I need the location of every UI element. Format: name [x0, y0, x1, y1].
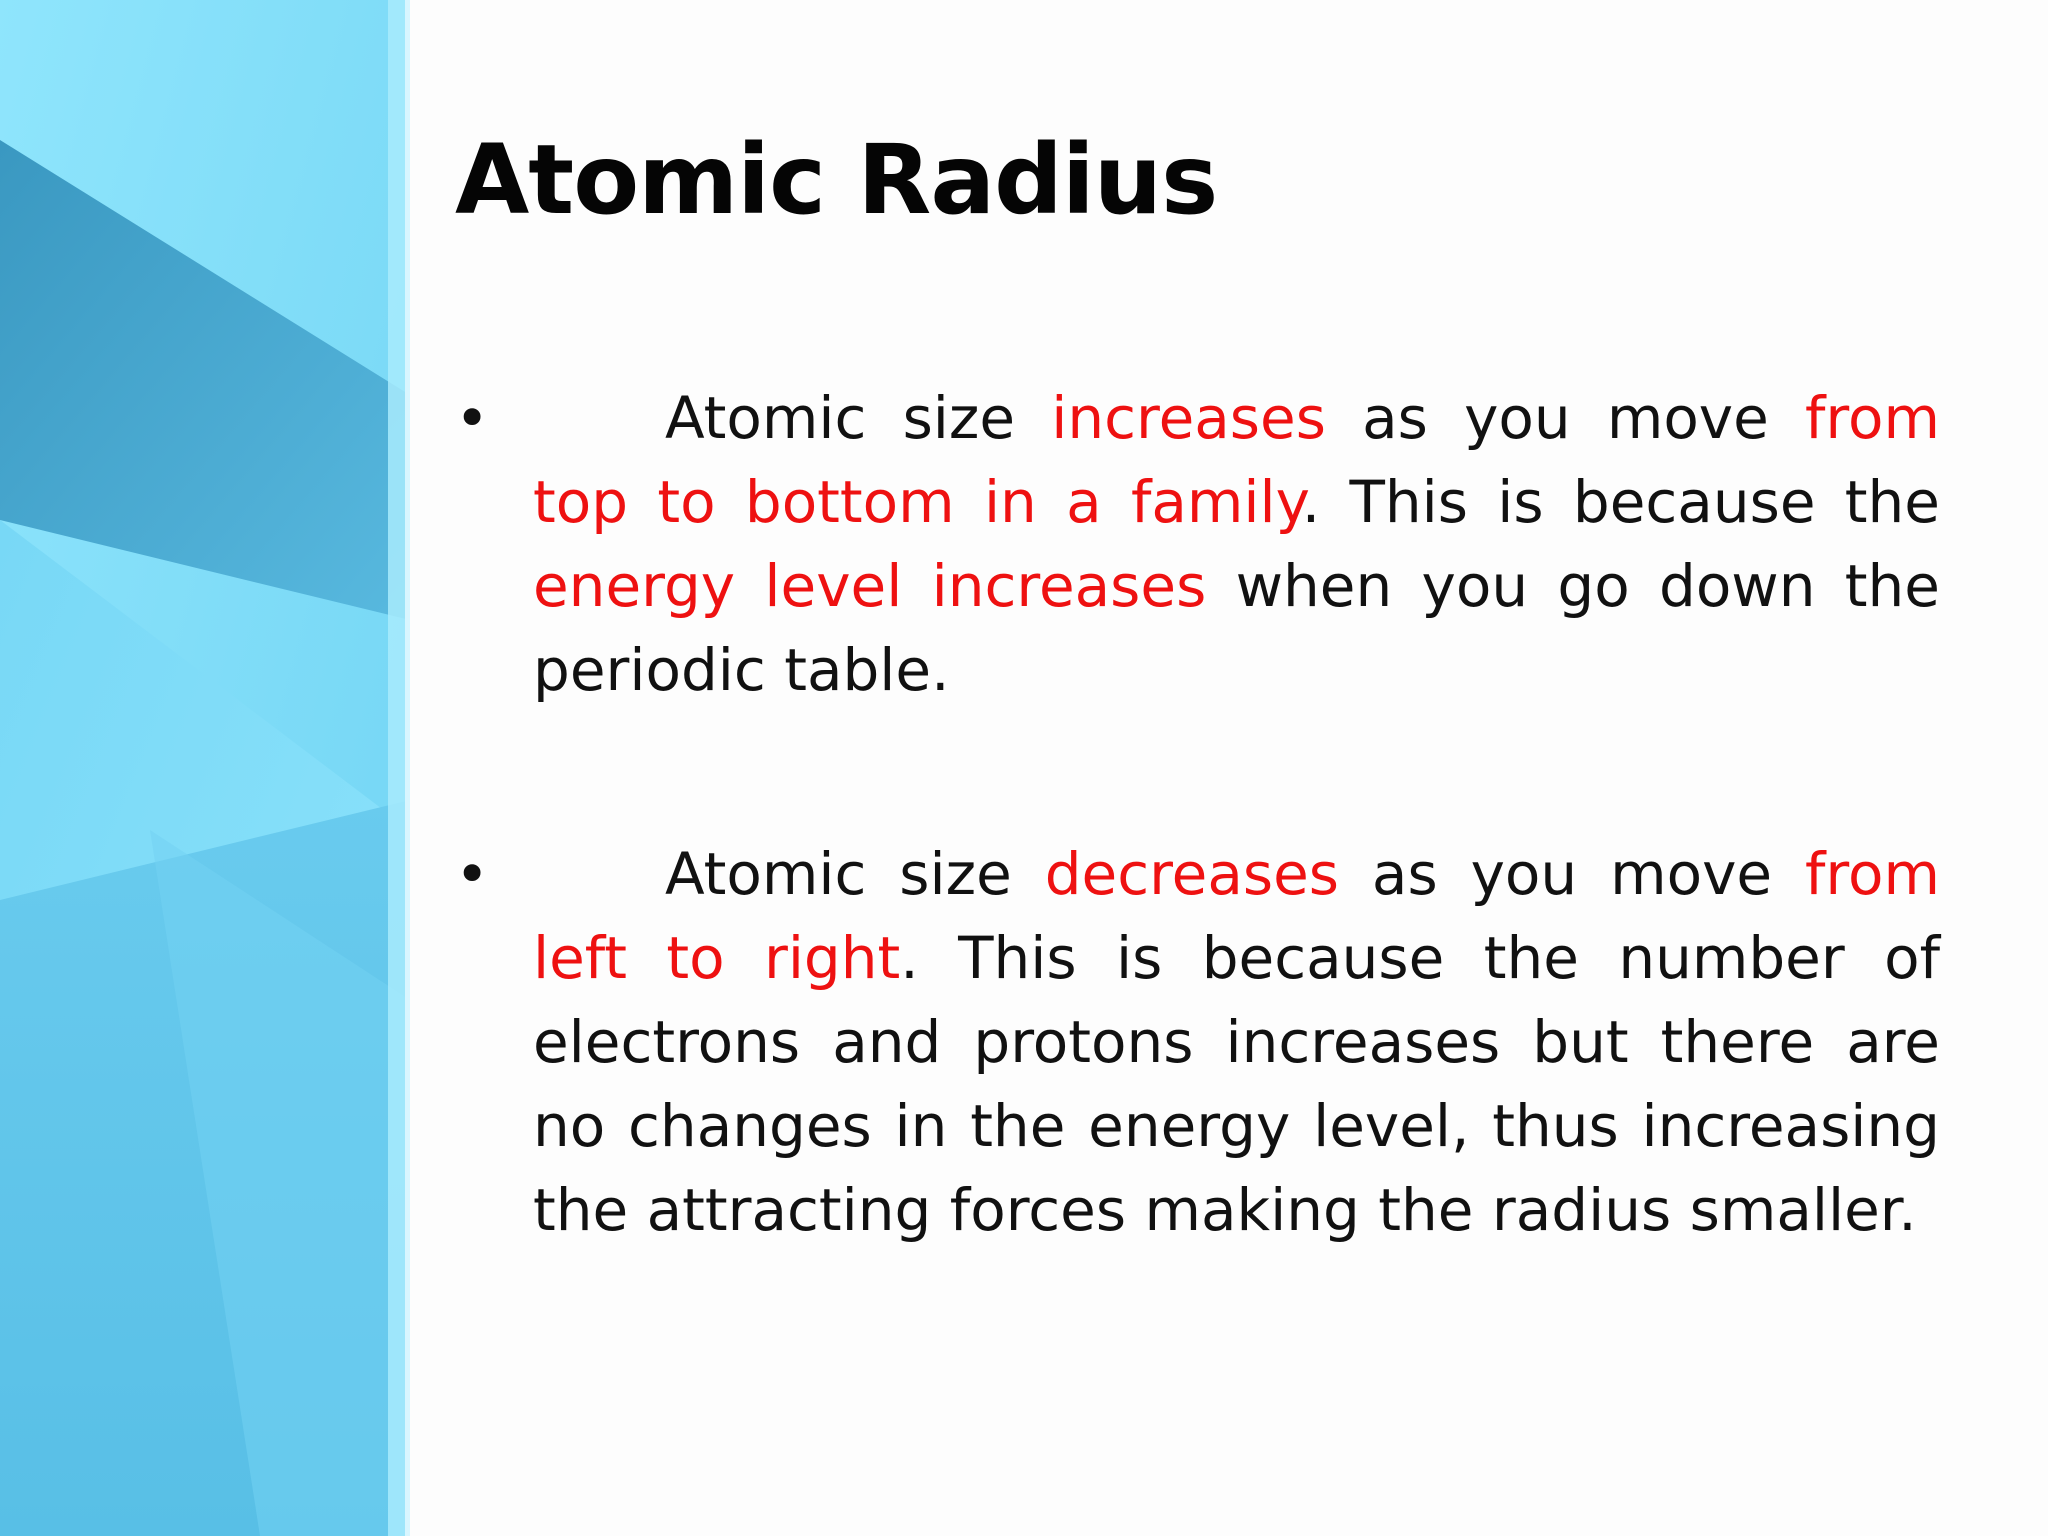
bullet-item: [455, 376, 1940, 712]
bullet-text: [533, 840, 1940, 1244]
bullet-list: [455, 376, 1940, 1252]
highlighted-text: from left to right: [533, 840, 1940, 992]
highlighted-text: energy level increases: [533, 552, 1207, 620]
bullet-text-segment: . This is because the: [1301, 468, 1940, 536]
bullet-text-segment: Atomic size: [665, 384, 1052, 452]
slide-title: Atomic Radius: [455, 124, 1218, 236]
bullet-item: [455, 832, 1940, 1252]
bullet-text-segment: when you go down the periodic table.: [533, 552, 1940, 704]
bullet-text-segment: Atomic size: [665, 840, 1045, 908]
highlighted-text: increases: [1051, 384, 1326, 452]
decorative-side-panel: [0, 0, 410, 1536]
bullet-text-segment: as you move: [1325, 384, 1806, 452]
bullet-text: [533, 384, 1940, 704]
highlighted-text: from top to bottom in a family: [533, 384, 1940, 536]
abstract-background-graphic: [0, 0, 410, 1536]
highlighted-text: decreases: [1044, 840, 1339, 908]
bullet-text-segment: as you move: [1339, 840, 1806, 908]
bullet-marker: •: [455, 840, 490, 908]
bullet-marker: •: [455, 384, 490, 452]
bullet-text-segment: . This is because the number of electrons and protons increases but there are no changes in the energy level, thus increasing the attracting forces making the radius smaller.: [533, 924, 1940, 1244]
